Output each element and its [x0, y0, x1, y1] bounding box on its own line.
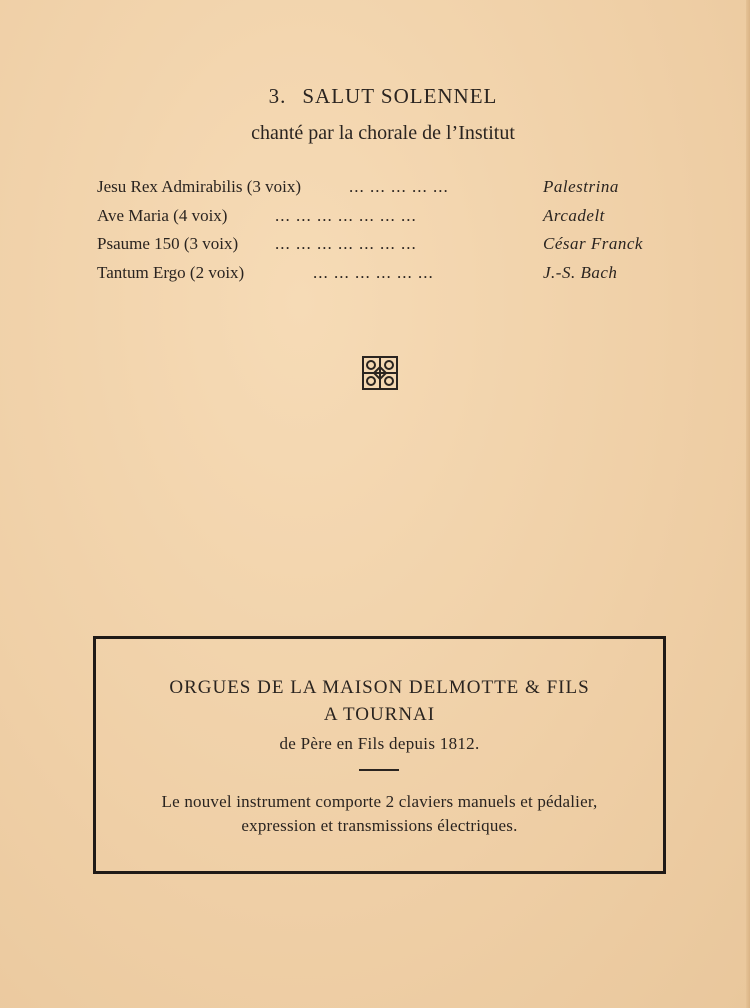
piece-title: Tantum Ergo (2 voix): [97, 262, 245, 282]
program-item: [97, 232, 657, 261]
composer-name: César Franck: [543, 234, 643, 253]
organ-notice-box: [93, 636, 666, 874]
fleuron-ornament-icon: [360, 354, 400, 392]
piece-title: Jesu Rex Admirabilis (3 voix): [97, 177, 301, 196]
section-subtitle: chanté par la chorale de l’Institut: [251, 122, 515, 144]
divider: [359, 769, 399, 771]
organ-since: de Père en Fils depuis 1812.: [279, 734, 480, 753]
organ-city: A TOURNAI: [323, 704, 436, 725]
program-list: [97, 175, 657, 289]
page-edge: [746, 0, 750, 1008]
composer-name: Palestrina: [543, 177, 619, 196]
piece-title: Ave Maria (4 voix): [97, 205, 228, 225]
leader-dots: ... ... ... ... ...: [349, 177, 449, 196]
piece-title: Psaume 150 (3 voix): [97, 234, 239, 253]
leader-dots: ... ... ... ... ... ... ...: [275, 234, 417, 253]
program-item: [97, 175, 657, 204]
composer-name: J.-S. Bach: [543, 262, 618, 282]
leader-dots: ... ... ... ... ... ... ...: [275, 205, 417, 225]
leader-dots: ... ... ... ... ... ...: [313, 262, 434, 282]
section-heading: SALUT SOLENNEL: [302, 84, 498, 108]
program-item: [97, 261, 657, 290]
program-item: [97, 204, 657, 233]
organ-maker: ORGUES DE LA MAISON DELMOTTE & FILS: [169, 677, 590, 698]
composer-name: Arcadelt: [543, 205, 605, 225]
organ-description: Le nouvel instrument comporte 2 claviers manuels et pédalier, expression et transmissions électriques.: [161, 792, 598, 835]
section-title: [0, 84, 750, 109]
section-number: 3.: [268, 84, 287, 108]
